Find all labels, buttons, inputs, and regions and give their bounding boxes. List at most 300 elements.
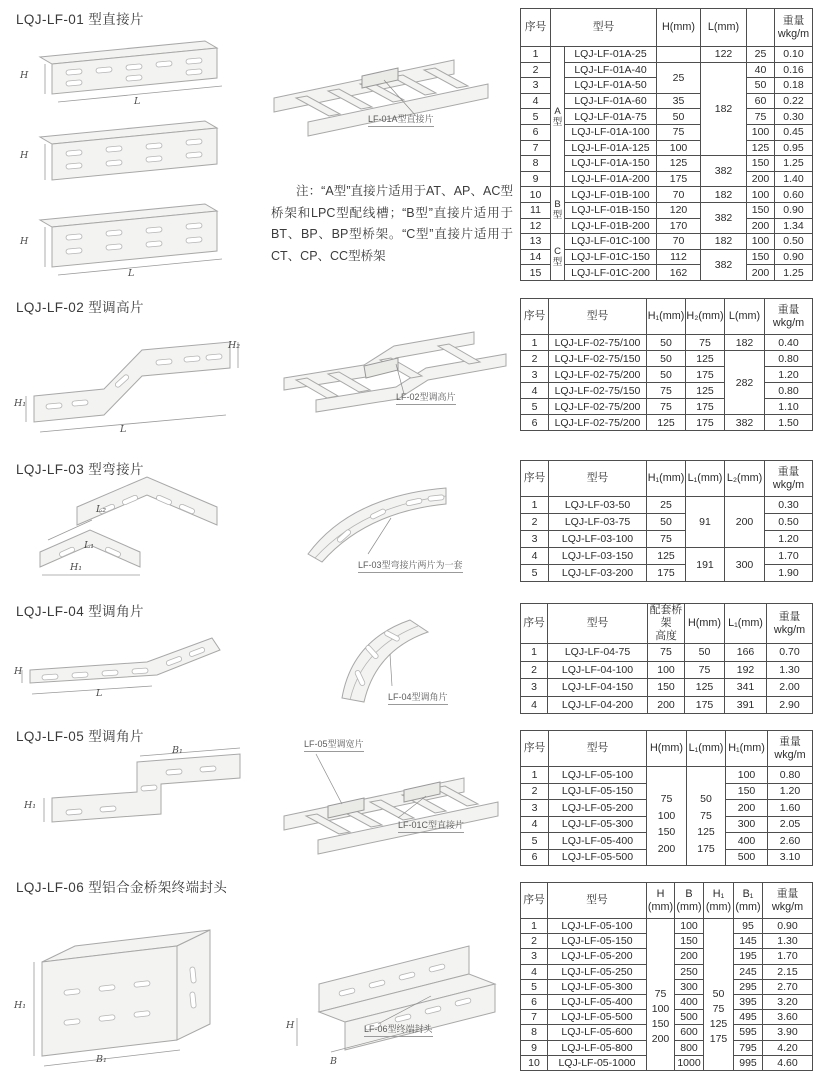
header-cell: L₁(mm) xyxy=(725,604,767,644)
table-cell: 0.60 xyxy=(775,187,813,203)
table-cell: 2 xyxy=(521,934,548,949)
table-cell: 795 xyxy=(734,1040,763,1055)
header-cell xyxy=(747,9,775,47)
table-cell: 3 xyxy=(521,679,548,697)
table-cell: 800 xyxy=(675,1040,704,1055)
drawing-lf06-endcap xyxy=(12,900,267,1072)
header-cell: H(mm) xyxy=(685,604,725,644)
header-cell: 型号 xyxy=(549,299,647,335)
table-cell: 2.90 xyxy=(767,696,813,714)
header-cell: 序号 xyxy=(521,883,548,919)
table-cell: 1 xyxy=(521,767,549,784)
table-cell: 5 xyxy=(521,565,549,582)
table-cell: 75 xyxy=(647,383,686,399)
table-cell: LQJ-LF-05-100 xyxy=(549,767,647,784)
table-cell: LQJ-LF-04-200 xyxy=(548,696,648,714)
table-cell: 10 xyxy=(521,187,551,203)
table-cell: 1 xyxy=(521,47,551,63)
table-cell: 1.90 xyxy=(765,565,813,582)
table-cell: LQJ-LF-01C-200 xyxy=(565,265,657,281)
header-cell: H₁(mm) xyxy=(647,461,686,497)
table-cell: 125 xyxy=(685,679,725,697)
table-cell: 200 xyxy=(747,218,775,234)
table-cell: 1000 xyxy=(675,1055,704,1070)
table-cell: LQJ-LF-02-75/150 xyxy=(549,351,647,367)
dim-h: H xyxy=(286,1020,295,1031)
table-cell: 50 xyxy=(647,351,686,367)
spec-table-lf04 xyxy=(520,603,812,714)
table-cell: 3.10 xyxy=(768,849,813,866)
table-cell: LQJ-LF-05-300 xyxy=(549,816,647,833)
table-cell: 4 xyxy=(521,548,549,565)
header-cell: B (mm) xyxy=(675,883,704,919)
table-cell: LQJ-LF-01A-100 xyxy=(565,124,657,140)
table-cell: 75 100 150 200 xyxy=(647,767,687,866)
table-cell: 150 xyxy=(675,934,704,949)
table-cell: 2 xyxy=(521,62,551,78)
table-cell: 100 xyxy=(657,140,701,156)
drawing-lf05-zplate xyxy=(12,746,267,868)
table-cell: 600 xyxy=(675,1025,704,1040)
table-cell: 2 xyxy=(521,514,549,531)
table-cell: LQJ-LF-03-200 xyxy=(549,565,647,582)
table-cell: 0.40 xyxy=(765,335,813,351)
table-cell: 3 xyxy=(521,949,548,964)
table-cell: 5 xyxy=(521,979,548,994)
table-cell: 4 xyxy=(521,816,549,833)
diagram-label-lf06: LF-06型终端封头 xyxy=(364,1022,433,1037)
table-cell: 3.20 xyxy=(763,994,813,1009)
table-cell: 391 xyxy=(725,696,767,714)
section-title-lf04: LQJ-LF-04 型调角片 xyxy=(16,604,144,619)
section-title-lf06: LQJ-LF-06 型铝合金桥架终端封头 xyxy=(16,880,228,895)
table-cell: C 型 xyxy=(551,234,565,281)
section-title-lf01: LQJ-LF-01 型直接片 xyxy=(16,12,144,27)
table-cell: 175 xyxy=(686,367,725,383)
table-cell: 1.50 xyxy=(765,415,813,431)
table-cell: 1 xyxy=(521,919,548,934)
table-cell: 145 xyxy=(734,934,763,949)
table-cell: 0.22 xyxy=(775,93,813,109)
table-cell: 9 xyxy=(521,171,551,187)
table-cell: 1.20 xyxy=(765,531,813,548)
table-cell: 0.90 xyxy=(775,249,813,265)
table-cell: 125 xyxy=(657,156,701,172)
note-text: 注：“A型”直接片适用于AT、AP、AC型桥架和LPC型配线槽；“B型”直接片适用于BT、BP、BP型桥架。“C型”直接片适用于CT、CP、CC型桥架 xyxy=(271,184,513,263)
table-cell: 282 xyxy=(725,351,765,415)
table-cell: 100 xyxy=(648,661,685,679)
table-cell: LQJ-LF-05-150 xyxy=(548,934,647,949)
table-cell: LQJ-LF-05-150 xyxy=(549,783,647,800)
table-cell: 70 xyxy=(657,234,701,250)
spec-table-lf05 xyxy=(520,730,812,866)
table-cell: 7 xyxy=(521,140,551,156)
dim-l1: L₁ xyxy=(84,540,95,551)
table-cell: 14 xyxy=(521,249,551,265)
header-cell: L₁(mm) xyxy=(686,461,725,497)
table-cell: 341 xyxy=(725,679,767,697)
dim-h: H xyxy=(20,236,29,247)
table-cell: 195 xyxy=(734,949,763,964)
table-cell: 1 xyxy=(521,644,548,662)
table-cell: 0.90 xyxy=(775,202,813,218)
table-cell: 9 xyxy=(521,1040,548,1055)
table-cell: LQJ-LF-03-50 xyxy=(549,497,647,514)
table-cell: LQJ-LF-01A-125 xyxy=(565,140,657,156)
table-cell: 2 xyxy=(521,783,549,800)
header-cell: 型号 xyxy=(548,883,647,919)
table-cell: LQJ-LF-02-75/200 xyxy=(549,399,647,415)
table-cell: 75 xyxy=(648,644,685,662)
table-cell: 150 xyxy=(747,156,775,172)
table-cell: LQJ-LF-01B-200 xyxy=(565,218,657,234)
table-cell: 100 xyxy=(747,187,775,203)
diagram-label-lf01c: LF-01C型直接片 xyxy=(398,818,464,833)
header-cell: 重量 wkg/m xyxy=(765,461,813,497)
header-cell: L(mm) xyxy=(701,9,747,47)
table-cell: 1.70 xyxy=(765,548,813,565)
table-cell: 125 xyxy=(647,548,686,565)
dim-b1: B₁ xyxy=(172,745,183,756)
table-cell: 175 xyxy=(647,565,686,582)
table-cell: 1.20 xyxy=(768,783,813,800)
table-cell: 0.30 xyxy=(765,497,813,514)
table-cell: 382 xyxy=(701,202,747,233)
table-cell: 13 xyxy=(521,234,551,250)
header-cell: 序号 xyxy=(521,299,549,335)
table-cell: 75 xyxy=(685,661,725,679)
header-cell: H(mm) xyxy=(647,731,687,767)
dim-h: H xyxy=(20,150,29,161)
table-cell: 3 xyxy=(521,78,551,94)
table-cell: 162 xyxy=(657,265,701,281)
table-cell: 2 xyxy=(521,661,548,679)
table-cell: 3 xyxy=(521,531,549,548)
table-cell: 0.50 xyxy=(765,514,813,531)
table-cell: 192 xyxy=(725,661,767,679)
table-cell: LQJ-LF-04-75 xyxy=(548,644,648,662)
table-cell: LQJ-LF-05-500 xyxy=(549,849,647,866)
table-cell: 91 xyxy=(686,497,725,548)
table-cell: 35 xyxy=(657,93,701,109)
header-cell: L₁(mm) xyxy=(687,731,726,767)
table-cell: LQJ-LF-01B-150 xyxy=(565,202,657,218)
table-cell xyxy=(657,47,701,63)
table-cell: 200 xyxy=(648,696,685,714)
header-cell: H (mm) xyxy=(647,883,675,919)
table-cell: 0.95 xyxy=(775,140,813,156)
table-cell: 100 xyxy=(726,767,768,784)
header-cell: H₂(mm) xyxy=(686,299,725,335)
table-cell: 382 xyxy=(701,156,747,187)
table-cell: 200 xyxy=(747,171,775,187)
table-cell: 125 xyxy=(747,140,775,156)
table-cell: 295 xyxy=(734,979,763,994)
spec-table-lf01 xyxy=(520,8,812,281)
table-cell: 2 xyxy=(521,351,549,367)
table-cell: 166 xyxy=(725,644,767,662)
table-cell: 75 xyxy=(686,335,725,351)
table-cell: LQJ-LF-01A-75 xyxy=(565,109,657,125)
table-cell: 4.20 xyxy=(763,1040,813,1055)
table-cell: LQJ-LF-03-100 xyxy=(549,531,647,548)
table-cell: LQJ-LF-05-600 xyxy=(548,1025,647,1040)
table-cell: 995 xyxy=(734,1055,763,1070)
table-cell: 182 xyxy=(701,234,747,250)
table-cell: 1.10 xyxy=(765,399,813,415)
table-cell: 3.90 xyxy=(763,1025,813,1040)
table-cell: 6 xyxy=(521,415,549,431)
table-cell: 175 xyxy=(686,415,725,431)
table-cell: 11 xyxy=(521,202,551,218)
table-cell: 15 xyxy=(521,265,551,281)
table-cell: 150 xyxy=(726,783,768,800)
drawing-lf03-iso-curve xyxy=(296,476,486,571)
header-cell: 型号 xyxy=(549,461,647,497)
diagram-label-lf05: LF-05型调宽片 xyxy=(304,737,364,752)
table-cell: 182 xyxy=(701,62,747,156)
dim-l: L xyxy=(128,268,135,279)
table-cell: 300 xyxy=(675,979,704,994)
header-cell: 序号 xyxy=(521,731,549,767)
header-cell: 型号 xyxy=(551,9,657,47)
table-cell: 95 xyxy=(734,919,763,934)
table-cell: 25 xyxy=(647,497,686,514)
table-cell: 200 xyxy=(725,497,765,548)
dim-h1: H₁ xyxy=(14,1000,27,1011)
table-cell: 395 xyxy=(734,994,763,1009)
table-cell: 50 xyxy=(747,78,775,94)
table-cell: 50 xyxy=(647,514,686,531)
table-cell: LQJ-LF-01B-100 xyxy=(565,187,657,203)
dim-l2: L₂ xyxy=(96,504,107,515)
table-cell: 5 xyxy=(521,833,549,850)
header-cell: 重量 wkg/m xyxy=(763,883,813,919)
table-cell: 25 xyxy=(747,47,775,63)
table-cell: 75 xyxy=(647,399,686,415)
drawing-lf03-bends xyxy=(12,472,262,584)
table-cell: 10 xyxy=(521,1055,548,1070)
table-cell: 245 xyxy=(734,964,763,979)
table-cell: 4 xyxy=(521,696,548,714)
header-cell: 序号 xyxy=(521,9,551,47)
header-cell: 型号 xyxy=(549,731,647,767)
table-cell: 122 xyxy=(701,47,747,63)
dim-h1: H₁ xyxy=(24,800,37,811)
table-cell: 191 xyxy=(686,548,725,582)
header-cell: H₁(mm) xyxy=(647,299,686,335)
header-cell: 重量 wkg/m xyxy=(767,604,813,644)
table-cell: 170 xyxy=(657,218,701,234)
table-cell: 182 xyxy=(725,335,765,351)
header-cell: 序号 xyxy=(521,461,549,497)
header-cell: 重量 wkg/m xyxy=(765,299,813,335)
table-cell: 175 xyxy=(686,399,725,415)
table-cell: 60 xyxy=(747,93,775,109)
table-cell: 1.60 xyxy=(768,800,813,817)
dim-b1: B₁ xyxy=(96,1054,107,1065)
table-cell: 495 xyxy=(734,1010,763,1025)
table-cell: 8 xyxy=(521,156,551,172)
table-cell: LQJ-LF-04-150 xyxy=(548,679,648,697)
table-cell: 6 xyxy=(521,994,548,1009)
table-cell: 175 xyxy=(657,171,701,187)
table-cell: LQJ-LF-01A-40 xyxy=(565,62,657,78)
table-cell: 300 xyxy=(725,548,765,582)
table-cell: LQJ-LF-05-500 xyxy=(548,1010,647,1025)
table-cell: LQJ-LF-05-300 xyxy=(548,979,647,994)
table-cell: 2.60 xyxy=(768,833,813,850)
table-cell: 4 xyxy=(521,383,549,399)
table-cell: 0.90 xyxy=(763,919,813,934)
table-cell: 0.16 xyxy=(775,62,813,78)
table-cell: 4 xyxy=(521,93,551,109)
table-cell: LQJ-LF-05-1000 xyxy=(548,1055,647,1070)
table-cell: LQJ-LF-02-75/200 xyxy=(549,367,647,383)
table-cell: 4.60 xyxy=(763,1055,813,1070)
table-cell: 2.15 xyxy=(763,964,813,979)
table-cell: 150 xyxy=(648,679,685,697)
table-cell: 8 xyxy=(521,1025,548,1040)
table-cell: LQJ-LF-01A-200 xyxy=(565,171,657,187)
dim-l: L xyxy=(96,688,103,699)
header-cell: 配套桥架 高度 xyxy=(648,604,685,644)
table-cell: LQJ-LF-01A-60 xyxy=(565,93,657,109)
dim-h: H xyxy=(14,666,23,677)
table-cell: 6 xyxy=(521,124,551,140)
table-cell: 125 xyxy=(686,383,725,399)
table-cell: LQJ-LF-01A-50 xyxy=(565,78,657,94)
table-cell: 400 xyxy=(726,833,768,850)
table-cell: 125 xyxy=(686,351,725,367)
table-cell: 175 xyxy=(685,696,725,714)
table-cell: 3.60 xyxy=(763,1010,813,1025)
table-cell: 0.10 xyxy=(775,47,813,63)
table-cell: 0.80 xyxy=(765,383,813,399)
table-cell: LQJ-LF-05-800 xyxy=(548,1040,647,1055)
table-cell: 5 xyxy=(521,399,549,415)
table-cell: 2.70 xyxy=(763,979,813,994)
header-cell: H₁ (mm) xyxy=(704,883,734,919)
table-cell: 70 xyxy=(657,187,701,203)
table-cell: 0.18 xyxy=(775,78,813,94)
section-title-lf02: LQJ-LF-02 型调高片 xyxy=(16,300,144,315)
drawing-lf02-riser xyxy=(12,318,262,448)
table-cell: 3 xyxy=(521,800,549,817)
table-cell: LQJ-LF-01C-150 xyxy=(565,249,657,265)
drawing-lf05-iso-tray xyxy=(276,750,516,862)
table-cell: 150 xyxy=(747,202,775,218)
dim-l: L xyxy=(120,424,127,435)
table-cell: 1 xyxy=(521,335,549,351)
table-cell: 100 xyxy=(675,919,704,934)
diagram-label-lf04: LF-04型调角片 xyxy=(388,690,448,705)
table-cell: 6 xyxy=(521,849,549,866)
drawing-lf04-angle xyxy=(12,628,262,720)
table-cell: 500 xyxy=(675,1010,704,1025)
table-cell: 200 xyxy=(675,949,704,964)
table-cell: LQJ-LF-05-200 xyxy=(548,949,647,964)
table-cell: 125 xyxy=(647,415,686,431)
header-cell: H(mm) xyxy=(657,9,701,47)
table-cell: LQJ-LF-02-75/150 xyxy=(549,383,647,399)
table-cell: 200 xyxy=(747,265,775,281)
table-cell: A 型 xyxy=(551,47,565,187)
table-cell: 0.50 xyxy=(775,234,813,250)
table-cell: 0.80 xyxy=(768,767,813,784)
table-cell: 300 xyxy=(726,816,768,833)
table-cell: LQJ-LF-01A-25 xyxy=(565,47,657,63)
table-cell: 250 xyxy=(675,964,704,979)
table-cell: LQJ-LF-03-75 xyxy=(549,514,647,531)
header-cell: L₂(mm) xyxy=(725,461,765,497)
section-title-lf03: LQJ-LF-03 型弯接片 xyxy=(16,462,144,477)
table-cell: 595 xyxy=(734,1025,763,1040)
table-cell: 150 xyxy=(747,249,775,265)
table-cell: LQJ-LF-04-100 xyxy=(548,661,648,679)
dim-l: L xyxy=(134,96,141,107)
table-cell: 50 75 125 175 xyxy=(687,767,726,866)
table-cell: 75 xyxy=(647,531,686,548)
table-cell: 1.25 xyxy=(775,265,813,281)
table-cell: 120 xyxy=(657,202,701,218)
table-cell: LQJ-LF-03-150 xyxy=(549,548,647,565)
table-cell: 0.80 xyxy=(765,351,813,367)
table-cell: LQJ-LF-02-75/100 xyxy=(549,335,647,351)
table-cell: 1.25 xyxy=(775,156,813,172)
table-cell: LQJ-LF-05-200 xyxy=(549,800,647,817)
header-cell: B₁ (mm) xyxy=(734,883,763,919)
table-cell: 382 xyxy=(725,415,765,431)
spec-table-lf06 xyxy=(520,882,812,1071)
dim-h1: H₁ xyxy=(70,562,83,573)
table-cell: 0.70 xyxy=(767,644,813,662)
table-cell: 25 xyxy=(657,62,701,93)
table-cell: LQJ-LF-01C-100 xyxy=(565,234,657,250)
header-cell: 序号 xyxy=(521,604,548,644)
table-cell: 12 xyxy=(521,218,551,234)
table-cell: 50 xyxy=(647,335,686,351)
spec-table-lf03 xyxy=(520,460,812,582)
dim-h1: H₁ xyxy=(14,398,27,409)
diagram-label-lf02: LF-02型调高片 xyxy=(396,390,456,405)
table-cell: 100 xyxy=(747,124,775,140)
header-cell: H₁(mm) xyxy=(726,731,768,767)
table-cell: 3 xyxy=(521,367,549,383)
table-cell: 1.70 xyxy=(763,949,813,964)
header-cell: 重量 wkg/m xyxy=(775,9,813,47)
table-cell: LQJ-LF-01A-150 xyxy=(565,156,657,172)
table-cell: 50 75 125 175 xyxy=(704,919,734,1071)
table-cell: 50 xyxy=(685,644,725,662)
header-cell: 重量 wkg/m xyxy=(768,731,813,767)
table-cell: LQJ-LF-05-400 xyxy=(548,994,647,1009)
table-cell: 75 100 150 200 xyxy=(647,919,675,1071)
table-cell: 4 xyxy=(521,964,548,979)
table-cell: 100 xyxy=(747,234,775,250)
table-cell: 0.30 xyxy=(775,109,813,125)
diagram-label-lf03: LF-03型弯接片两片为一套 xyxy=(358,558,463,573)
spec-table-lf02 xyxy=(520,298,812,431)
dim-h2: H₂ xyxy=(228,340,241,351)
table-cell: 5 xyxy=(521,109,551,125)
table-cell: 50 xyxy=(647,367,686,383)
table-cell: 75 xyxy=(747,109,775,125)
header-cell: L(mm) xyxy=(725,299,765,335)
section-title-lf05: LQJ-LF-05 型调角片 xyxy=(16,729,144,744)
table-cell: 400 xyxy=(675,994,704,1009)
table-cell: LQJ-LF-05-400 xyxy=(549,833,647,850)
